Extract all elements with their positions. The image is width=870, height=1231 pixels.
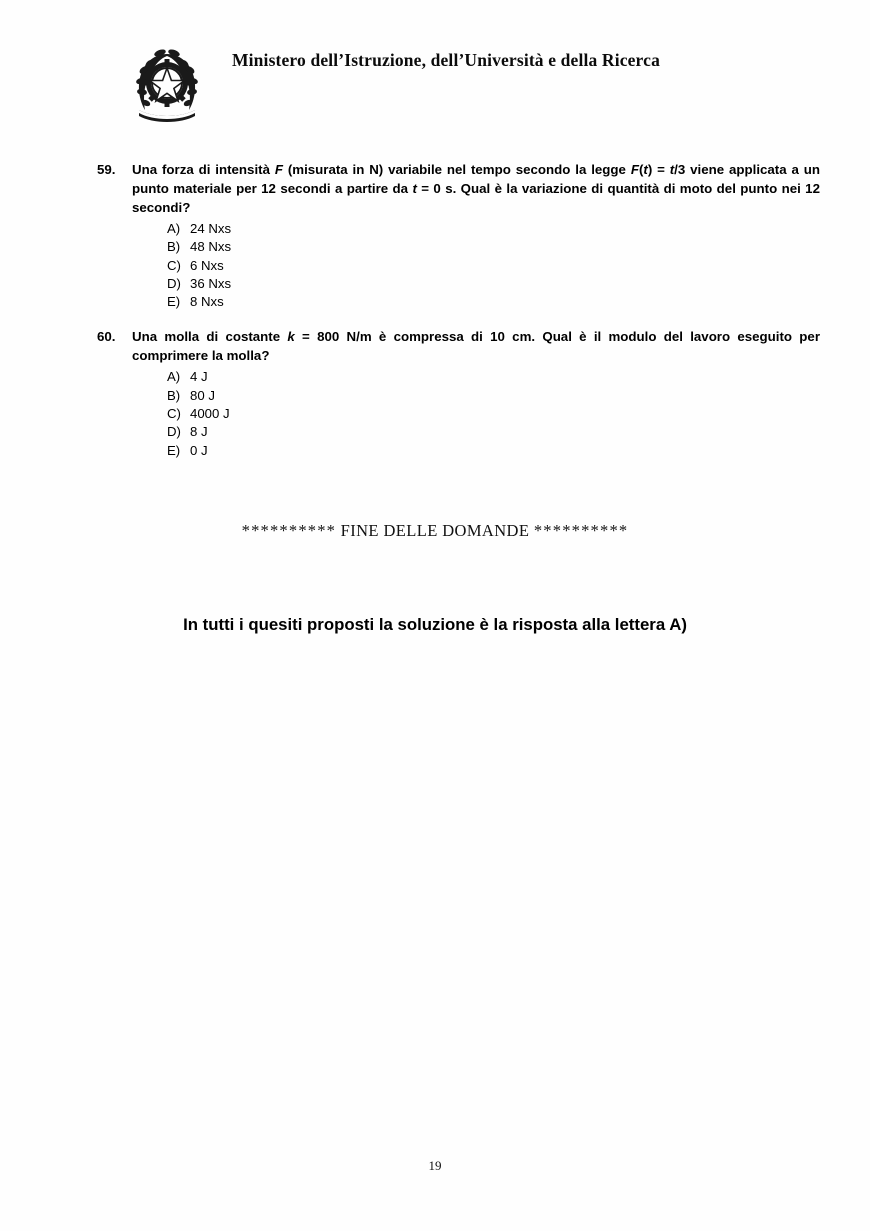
option-value: 24 Nxs	[190, 221, 232, 236]
end-banner-label: FINE DELLE DOMANDE	[336, 521, 534, 540]
question-block-59	[0, 160, 870, 311]
questions-container	[0, 160, 870, 472]
option-letter: D)	[167, 424, 181, 440]
option-row[interactable]	[0, 442, 870, 460]
question-number-59: 59.	[97, 162, 116, 177]
page-header	[0, 0, 870, 140]
option-row[interactable]	[0, 387, 870, 405]
option-value: 4000 J	[190, 406, 230, 422]
option-row[interactable]	[0, 368, 870, 386]
option-letter: E)	[167, 442, 181, 458]
option-value: 0 J	[190, 442, 208, 458]
option-letter: A)	[167, 369, 181, 385]
option-value: 36 Nxs	[190, 275, 232, 291]
q59-part-8: /3 viene applicata a un punto materiale per 12 secondi a partire da	[132, 162, 820, 196]
option-value: 6 Nxs	[190, 257, 224, 273]
q60-part-0: Una molla di costante	[132, 329, 288, 345]
question-block-60	[0, 327, 870, 459]
option-value: 8 Nxs	[190, 294, 224, 310]
option-row[interactable]	[0, 423, 870, 441]
option-row[interactable]	[0, 275, 870, 293]
option-value: 8 J	[190, 424, 208, 440]
q59-part-2: (misurata in N) variabile nel tempo secondo la legge	[282, 162, 631, 177]
q59-part-0: Una forza di intensità	[132, 162, 275, 177]
options-list-60	[0, 368, 870, 459]
q59-part-6: ) =	[647, 162, 670, 177]
option-value: 80 J	[190, 387, 215, 403]
q59-var-F2: F	[630, 162, 639, 177]
question-text-59	[132, 160, 820, 217]
option-letter: B)	[167, 239, 181, 255]
ministry-title: Ministero dell’Istruzione, dell’Università e della Ricerca	[232, 50, 660, 70]
option-row[interactable]	[0, 293, 870, 311]
option-row[interactable]	[0, 220, 870, 238]
stars-left: **********	[241, 521, 337, 540]
question-text-60	[132, 327, 820, 365]
options-list-59	[0, 220, 870, 311]
option-letter: A)	[167, 221, 181, 236]
solution-note: In tutti i quesiti proposti la soluzione è la risposta alla lettera A)	[183, 615, 687, 634]
option-letter: E)	[167, 294, 181, 310]
option-row[interactable]	[0, 238, 870, 256]
option-letter: D)	[167, 275, 181, 291]
end-of-questions-banner	[0, 521, 870, 541]
option-letter: C)	[167, 257, 181, 273]
option-letter: B)	[167, 387, 181, 403]
q59-part-10: = 0 s. Qual è la variazione di quantità di moto del punto nei 12 secondi?	[132, 181, 820, 215]
option-value: 48 Nxs	[190, 239, 232, 255]
option-row[interactable]	[0, 257, 870, 275]
option-row[interactable]	[0, 405, 870, 423]
question-number-60: 60.	[97, 329, 116, 345]
q60-part-2: = 800 N/m è compressa di 10 cm. Qual è il modulo del lavoro eseguito per comprimere la molla?	[132, 329, 820, 364]
q59-part-4: (	[638, 162, 644, 177]
option-letter: C)	[167, 406, 181, 422]
page-number: 19	[428, 1158, 442, 1173]
q59-var-t1: t	[643, 162, 648, 177]
stars-right: **********	[533, 521, 629, 540]
q59-var-t2: t	[669, 162, 675, 177]
option-value: 4 J	[190, 369, 208, 385]
q60-var-k: k	[287, 329, 295, 345]
q59-var-t3: t	[412, 181, 417, 196]
q59-var-F: F	[274, 162, 283, 177]
emblem-of-italy-icon	[133, 40, 201, 132]
